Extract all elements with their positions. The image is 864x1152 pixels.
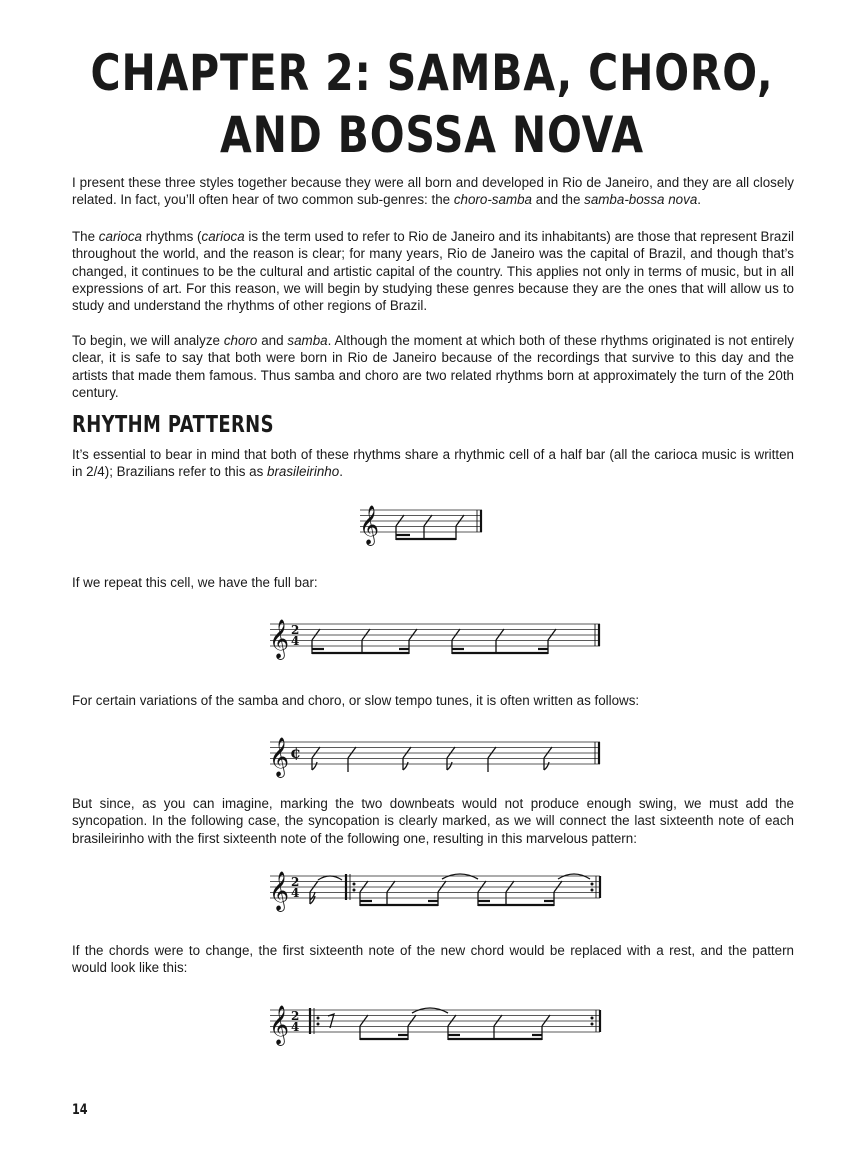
paragraph-intro [72, 174, 794, 209]
notation-full-bar [266, 610, 606, 660]
time-signature-bottom: 4 [291, 634, 300, 648]
paragraph-carioca [72, 228, 794, 314]
text-run: . Although the moment at which both of these rhythms originated is not entirely clear, it is safe to say that both were born in Rio de Janeiro because of the recordings that survive to this day and the artists that made them famous. Thus samba and choro are two related rhythms born at approximately the turn of the 20th century. [72, 333, 794, 400]
chapter-title-line-2: AND BOSSA NOVA [220, 106, 644, 164]
paragraph-chord-change [72, 942, 794, 977]
italic-term: brasileirinho [267, 464, 340, 480]
italic-term: choro [223, 333, 258, 348]
italic-term: carioca [201, 229, 245, 244]
notation-rest-pattern [266, 996, 606, 1046]
text-run: rhythms ( [141, 229, 202, 244]
cut-time-symbol: ¢ [290, 743, 302, 762]
paragraph-choro-samba [72, 332, 794, 401]
notation-cut-time [266, 728, 606, 778]
time-signature-bottom: 4 [291, 1020, 300, 1034]
page-number: 14 [72, 1102, 88, 1118]
chapter-title [78, 42, 786, 166]
text-run: The [72, 229, 99, 244]
time-signature-top: 2 [291, 875, 300, 889]
treble-clef-icon: 𝄞 [269, 619, 290, 659]
time-signature-bottom: 4 [291, 886, 300, 900]
treble-clef-icon: 𝄞 [269, 1005, 290, 1045]
text-run: For certain variations of the samba and choro, or slow tempo tunes, it is often written as follows: [72, 693, 640, 708]
chapter-title-line-1: CHAPTER 2: SAMBA, CHORO, [90, 44, 774, 102]
text-run: . [697, 192, 701, 208]
treble-clef-icon: 𝄞 [269, 737, 290, 777]
text-run: and the [532, 192, 585, 208]
treble-clef-icon: 𝄞 [269, 871, 290, 911]
section-heading-rhythm-patterns: RHYTHM PATTERNS [72, 412, 274, 438]
italic-term: choro-samba [453, 192, 532, 208]
notation-brasileirinho-cell [356, 496, 496, 546]
treble-clef-icon: 𝄞 [359, 505, 380, 545]
paragraph-full-bar [72, 574, 794, 591]
time-signature-top: 2 [291, 1009, 300, 1023]
text-run: It’s essential to bear in mind that both of these rhythms share a rhythmic cell of a half bar (all the carioca music is written in 2/4); Brazilians refer to this as [72, 447, 794, 480]
text-run: If we repeat this cell, we have the full bar: [72, 575, 318, 590]
notation-syncopated-pattern [266, 862, 606, 912]
paragraph-syncopation [72, 795, 794, 847]
italic-term: carioca [98, 229, 142, 244]
text-run: is the term used to refer to Rio de Janeiro and its inhabitants) are those that represent Brazil throughout the world, and the reason is clear; for many years, Rio de Janeiro was the capital of Brazil, and though that’s changed, it continues to be the cultural and artistic capital of the country. This applies not only in terms of music, but in all expressions of art. For this reason, we will begin by studying these genres because they are the ones that will allow us to study and understand the rhythms of other regions of Brazil. [72, 229, 794, 314]
text-run: I present these three styles together because they were all born and developed in Rio de Janeiro, and they are all closely related. In fact, you’ll often hear of two common sub-genres: the [72, 175, 794, 208]
italic-term: samba-bossa nova [584, 192, 698, 208]
text-run: . [339, 464, 343, 480]
text-run: To begin, we will analyze [72, 333, 224, 348]
paragraph-slow-tempo [72, 692, 794, 709]
time-signature-top: 2 [291, 623, 300, 637]
italic-term: samba [287, 333, 328, 348]
text-run: and [257, 333, 288, 348]
paragraph-brasileirinho [72, 446, 794, 481]
text-run: But since, as you can imagine, marking the two downbeats would not produce enough swing, we must add the syncopation. In the following case, the syncopation is clearly marked, as we will connect the last sixteenth note of each brasileirinho with the first sixteenth note of the following one, resulting in this marvelous pattern: [72, 796, 794, 846]
text-run: If the chords were to change, the first sixteenth note of the new chord would be replaced with a rest, and the pattern would look like this: [72, 943, 794, 976]
